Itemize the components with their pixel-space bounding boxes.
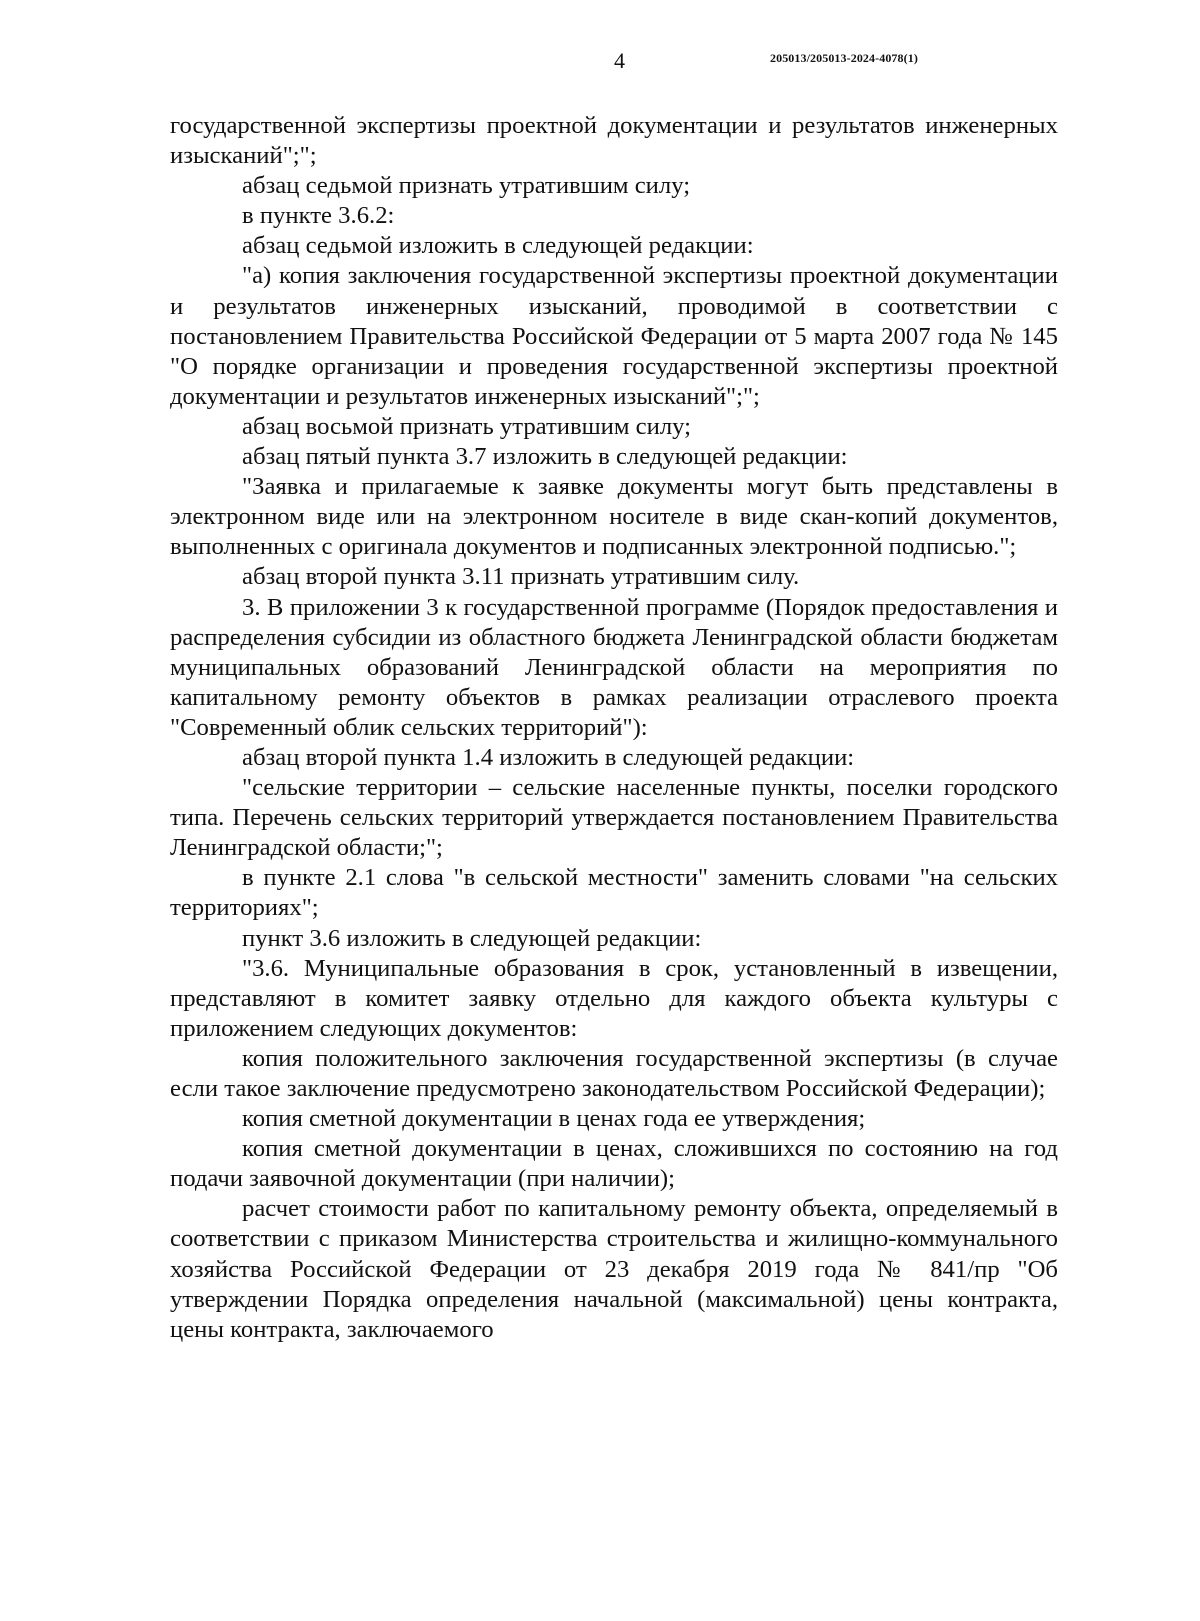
paragraph: расчет стоимости работ по капитальному ремонту объекта, определяемый в соответствии с приказом Министерства строительства и жилищно-коммунального хозяйства Российской Федерации от 23 декабря 2019 года № 841/пр "Об утверждении Порядка определения начальной (максимальной) цены контракта, цены контракта, заключаемого — [170, 1195, 1058, 1343]
paragraph: "Заявка и прилагаемые к заявке документы могут быть представлены в электронном виде или на электронном носителе в виде скан-копий документов, выполненных с оригинала документов и подписанных электронной подписью."; — [170, 473, 1058, 561]
paragraph: абзац восьмой признать утратившим силу; — [242, 412, 692, 440]
paragraph: копия сметной документации в ценах, сложившихся по состоянию на год подачи заявочной документации (при наличии); — [170, 1135, 1058, 1193]
paragraph: копия положительного заключения государственной экспертизы (в случае если такое заключение предусмотрено законодательством Российской Федерации); — [170, 1044, 1058, 1102]
paragraph: абзац седьмой изложить в следующей редакции: — [242, 232, 754, 260]
paragraph: в пункте 3.6.2: — [242, 202, 395, 230]
paragraph: абзац второй пункта 3.11 признать утратившим силу. — [242, 563, 800, 591]
paragraph: "а) копия заключения государственной экспертизы проектной документации и результатов инженерных изысканий, проводимой в соответствии с постановлением Правительства Российской Федерации от 5 марта 2007 года № 145 "О порядке организации и проведения государственной экспертизы проектной документации и результатов инженерных изысканий";"; — [170, 262, 1058, 410]
paragraph: государственной экспертизы проектной документации и результатов инженерных изысканий";"; — [170, 112, 1058, 170]
document-body — [170, 111, 1058, 1345]
paragraph: абзац второй пункта 1.4 изложить в следующей редакции: — [242, 743, 855, 771]
paragraph: копия сметной документации в ценах года ее утверждения; — [242, 1105, 866, 1133]
paragraph: пункт 3.6 изложить в следующей редакции: — [242, 924, 702, 952]
paragraph: в пункте 2.1 слова "в сельской местности" заменить словами "на сельских территориях"; — [170, 864, 1058, 922]
document-id: 205013/205013-2024-4078(1) — [770, 51, 918, 65]
paragraph: "сельские территории – сельские населенные пункты, поселки городского типа. Перечень сельских территорий утверждается постановлением Правительства Ленинградской области;"; — [170, 774, 1058, 862]
paragraph: "3.6. Муниципальные образования в срок, установленный в извещении, представляют в комитет заявку отдельно для каждого объекта культуры с приложением следующих документов: — [170, 954, 1058, 1042]
page-number: 4 — [614, 48, 625, 73]
paragraph: 3. В приложении 3 к государственной программе (Порядок предоставления и распределения субсидии из областного бюджета Ленинградской области бюджетам муниципальных образований Ленинградской области на мероприятия по капитальному ремонту объектов в рамках реализации отраслевого проекта "Современный облик сельских территорий"): — [170, 593, 1058, 741]
paragraph: абзац пятый пункта 3.7 изложить в следующей редакции: — [242, 443, 848, 471]
paragraph: абзац седьмой признать утратившим силу; — [242, 172, 691, 200]
